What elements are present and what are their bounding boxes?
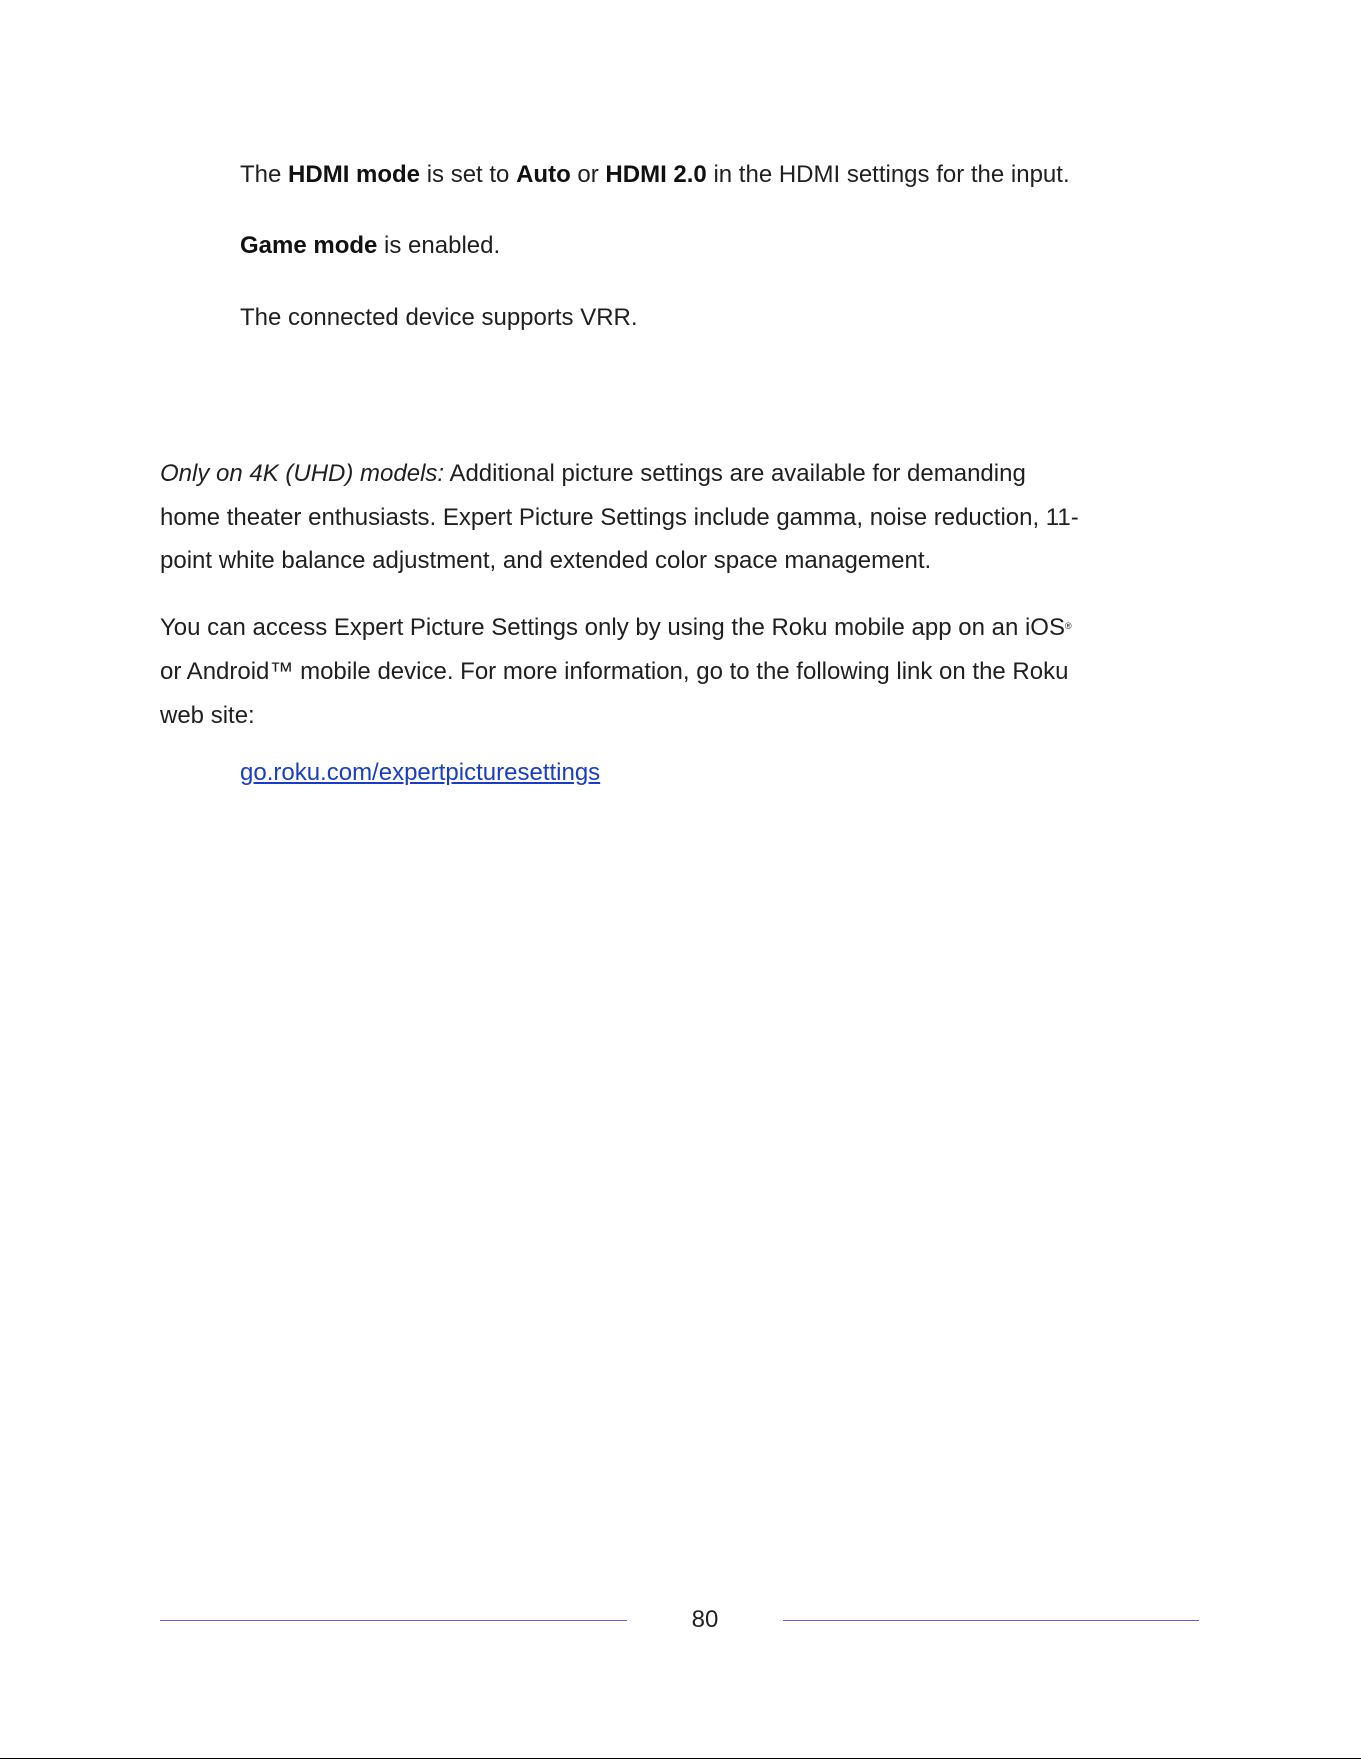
text: or (570, 161, 606, 188)
paragraph-4k-line-1 (160, 459, 1026, 489)
footer-rule-left (160, 1620, 627, 1621)
condition-game-mode (240, 231, 500, 261)
link-row (240, 758, 600, 788)
paragraph-access-line-2: or Android™ mobile device. For more information, go to the following link on the Roku (160, 658, 1069, 685)
page-bottom-border (0, 1758, 1361, 1759)
text: is enabled. (377, 232, 501, 259)
expert-picture-settings-link[interactable]: go.roku.com/expertpicturesettings (240, 759, 601, 786)
paragraph-4k-line-2: home theater enthusiasts. Expert Picture Settings include gamma, noise reduction, 11- (160, 504, 1079, 531)
text: You can access Expert Picture Settings only by using the Roku mobile app on an iOS (160, 614, 1065, 641)
paragraph-access-line-1 (160, 613, 1072, 643)
page-number: 80 (691, 1606, 719, 1633)
text: The (240, 161, 289, 188)
text: Additional picture settings are available for demanding (444, 460, 1026, 487)
models-qualifier: Only on 4K (UHD) models: (160, 460, 445, 487)
paragraph-4k-line-3: point white balance adjustment, and extended color space management. (160, 547, 932, 574)
text: is set to (420, 161, 517, 188)
condition-vrr (240, 303, 638, 333)
condition-hdmi-mode (240, 160, 1070, 190)
footer-rule-right (783, 1620, 1199, 1621)
registered-mark: ® (1064, 621, 1072, 631)
auto-label: Auto (516, 161, 571, 188)
text: The connected device supports VRR. (240, 304, 638, 331)
game-mode-label: Game mode (240, 232, 378, 259)
hdmi-2-label: HDMI 2.0 (605, 161, 707, 188)
text: in the HDMI settings for the input. (706, 161, 1070, 188)
hdmi-mode-label: HDMI mode (288, 161, 421, 188)
paragraph-access-line-3: web site: (160, 702, 255, 729)
